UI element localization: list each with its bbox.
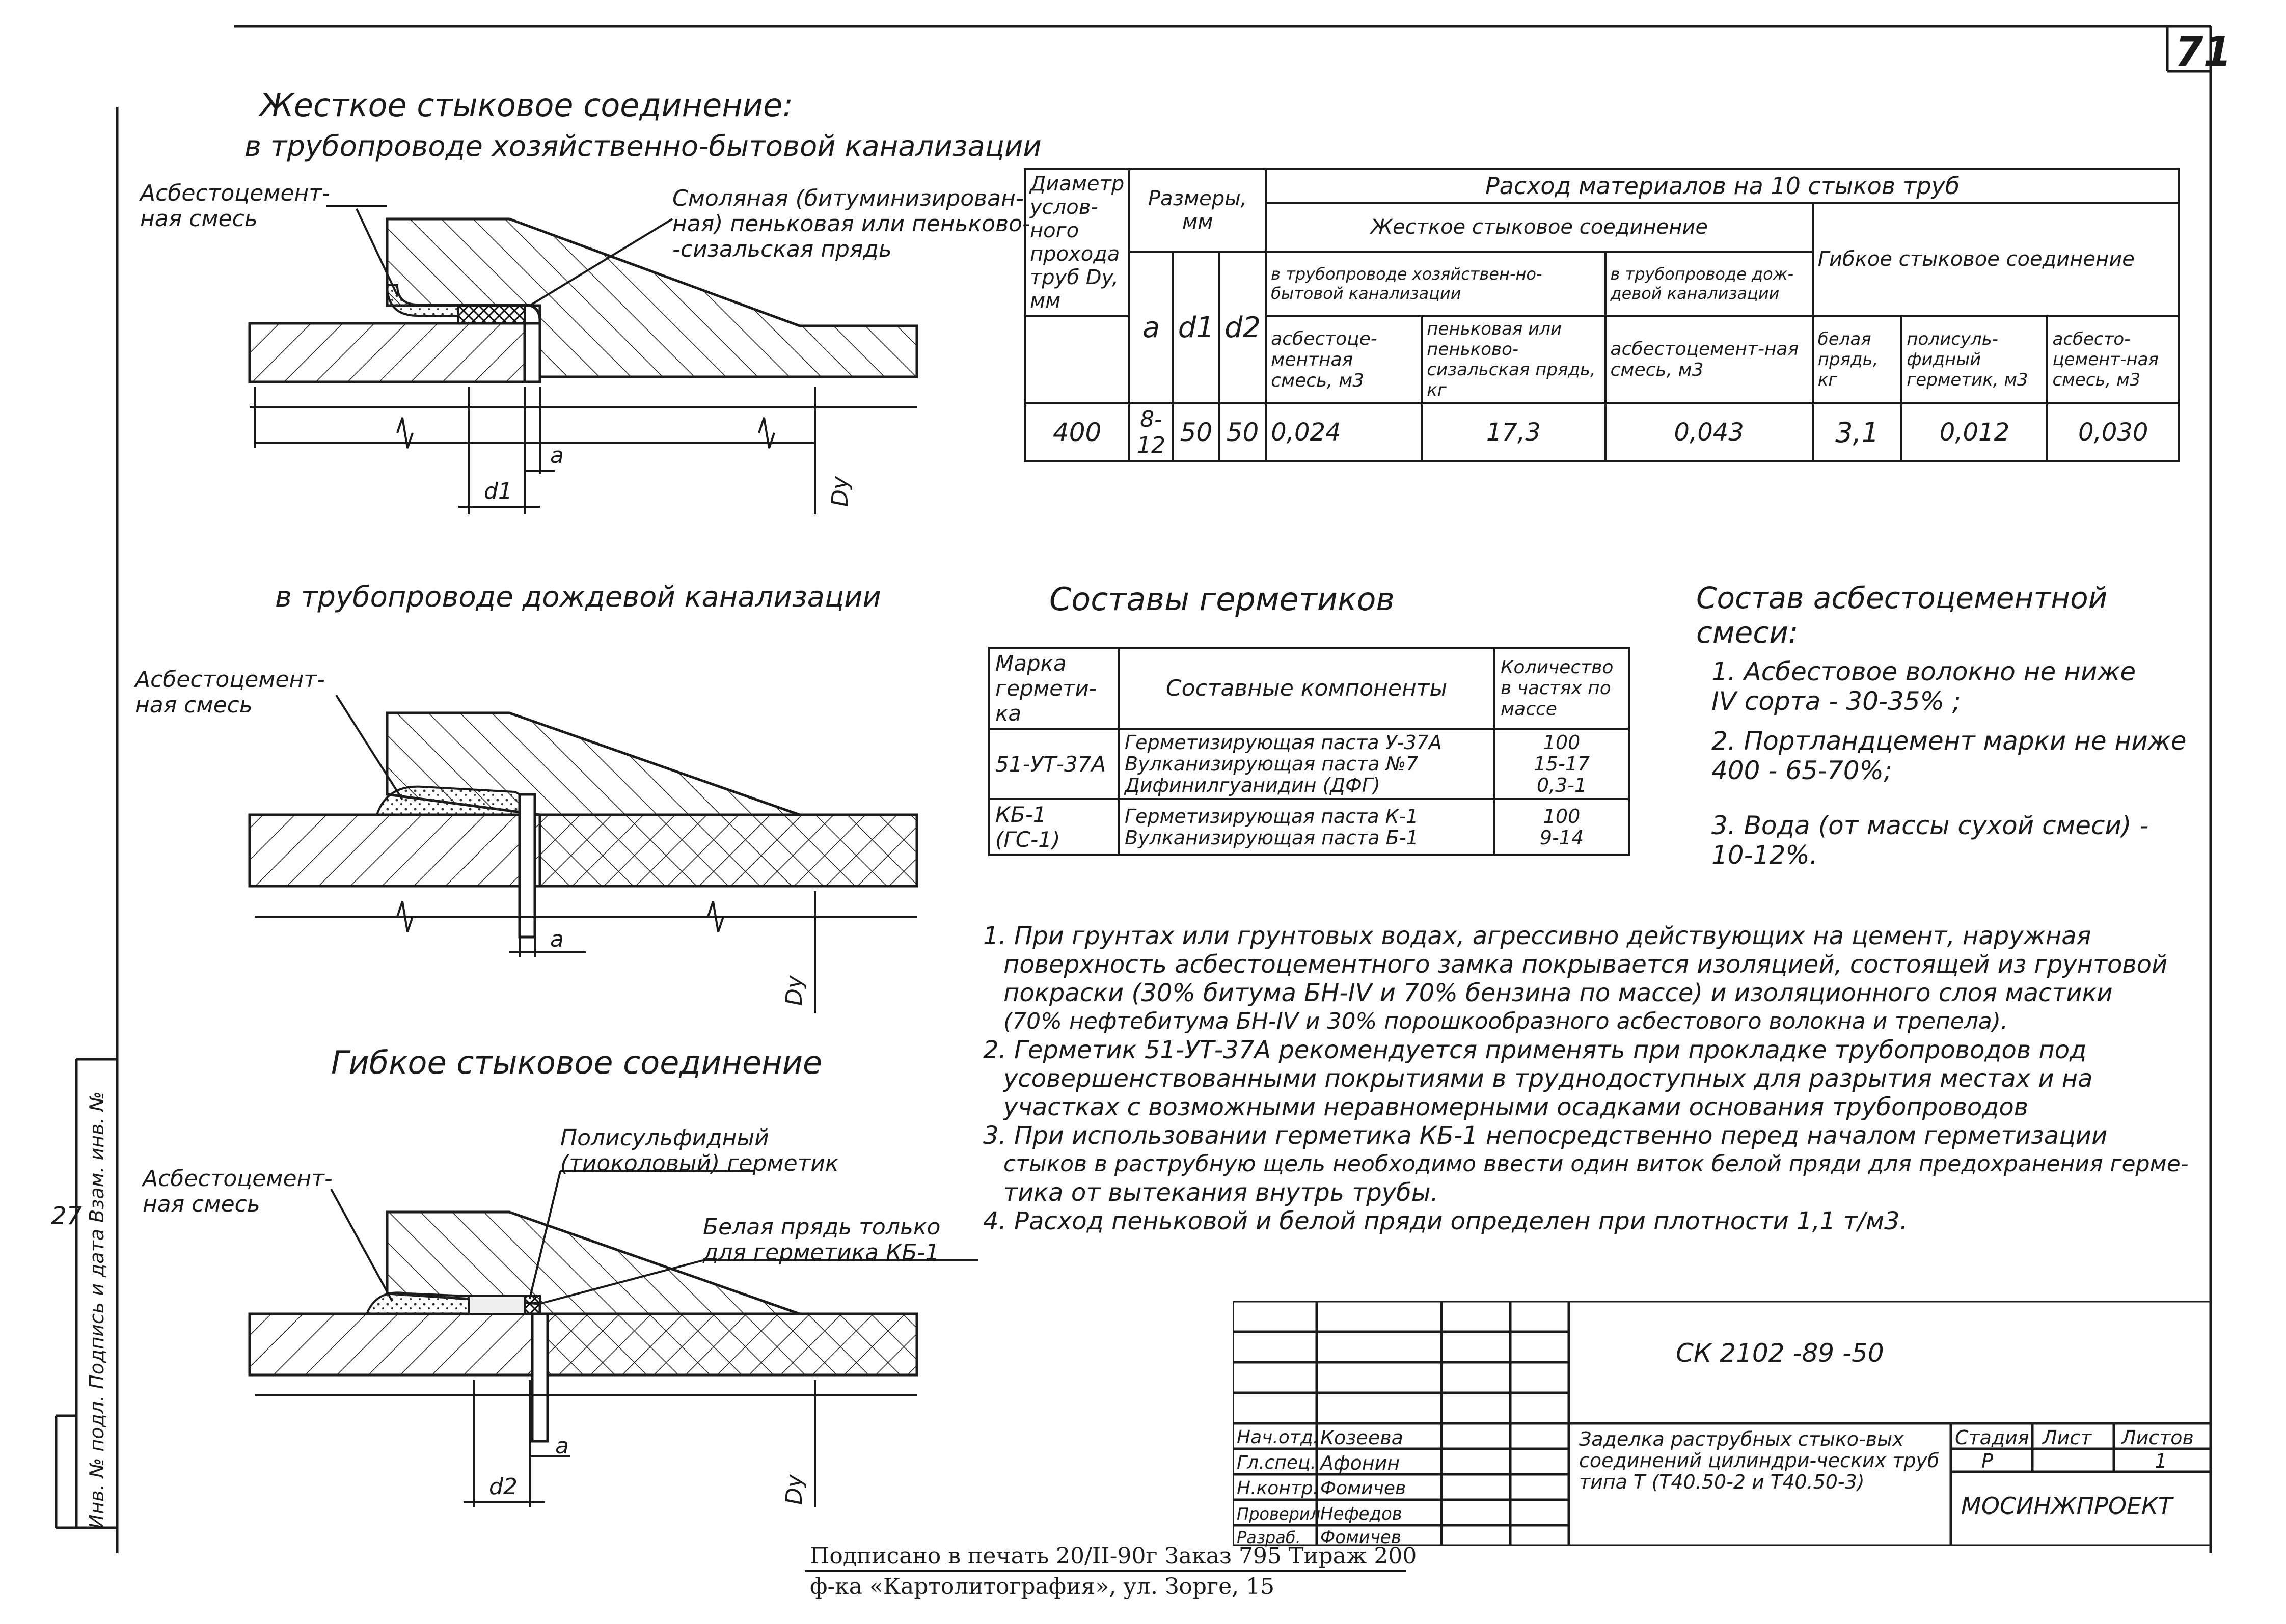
note-line: поверхность асбестоцементного замка покрывается изоляцией, состоящей из грунтовой bbox=[1003, 950, 2168, 979]
cell-asb1: 0,024 bbox=[1266, 403, 1422, 461]
cell-mark: КБ-1 (ГС-1) bbox=[989, 799, 1119, 855]
label-dy-3: Dy bbox=[781, 1474, 807, 1505]
mix-composition bbox=[1696, 581, 2195, 870]
mix-line-1b: IV сорта - 30-35% ; bbox=[1711, 686, 1961, 716]
note-line: 3. При использовании герметика КБ-1 непосредственно перед началом герметизации bbox=[983, 1121, 2108, 1150]
note-line: покраски (30% битума БН-IV и 70% бензина по массе) и изоляционного слоя мастики bbox=[1003, 979, 2113, 1007]
label-dy-2: Dy bbox=[781, 975, 807, 1006]
side-stamp: Инв. № подл. Подпись и дата Взам. инв. № bbox=[86, 1091, 108, 1529]
sealants-title: Составы герметиков bbox=[1049, 581, 1395, 618]
notes bbox=[983, 922, 2206, 1235]
cell-d1: 50 bbox=[1173, 403, 1219, 461]
header-d2: d2 bbox=[1219, 252, 1266, 403]
header-rigid: Жесткое стыковое соединение bbox=[1266, 203, 1813, 252]
mix-line-2b: 400 - 65-70%; bbox=[1711, 756, 1892, 785]
cell-qty: 9-14 bbox=[1539, 827, 1584, 849]
cell-d2: 50 bbox=[1219, 403, 1266, 461]
cell-component: Вулканизирующая паста Б-1 bbox=[1125, 827, 1419, 849]
mix-line-2: 2. Портландцемент марки не ниже bbox=[1711, 726, 2187, 756]
subtitle-rain: в трубопроводе дождевой канализации bbox=[275, 581, 881, 614]
note-line: 2. Герметик 51-УТ-37А рекомендуется применять при прокладке трубопроводов под bbox=[983, 1036, 2087, 1064]
cell-qty: 0,3-1 bbox=[1536, 774, 1587, 796]
header-sheets: Листов bbox=[2121, 1426, 2194, 1449]
side-number: 27 bbox=[51, 1202, 83, 1230]
cell-mark: 51-УТ-37А bbox=[989, 729, 1119, 799]
note-line: участках с возможными неравномерными осадками основания трубопроводов bbox=[1003, 1093, 2029, 1121]
cell-a: 8-12 bbox=[1129, 403, 1173, 461]
cell-qty: 15-17 bbox=[1533, 753, 1590, 775]
mix-line-3: 3. Вода (от массы сухой смеси) - 10-12%. bbox=[1711, 811, 2149, 870]
drawing-description: Заделка раструбных стыко-вых соединений цилиндри-ческих труб типа Т (Т40.50-2 и Т40.50-3) bbox=[1579, 1428, 1940, 1493]
cell-asb2: 0,043 bbox=[1605, 403, 1813, 461]
role-label: Гл.спец. bbox=[1237, 1452, 1316, 1473]
cell-qty: 100 bbox=[1543, 731, 1581, 754]
label-d2: d2 bbox=[489, 1474, 518, 1500]
sheets-value: 1 bbox=[2155, 1450, 2167, 1472]
label-resin-strand: Смоляная (битуминизирован- ная) пеньковая или пеньково- -сизальская прядь bbox=[672, 185, 1030, 262]
label-dy-1: Dy bbox=[827, 476, 853, 507]
sealants-table bbox=[988, 647, 1630, 856]
print-info-line-2: ф-ка «Картолитография», ул. Зорге, 15 bbox=[810, 1574, 1275, 1600]
header-white-strand: белая прядь, кг bbox=[1813, 316, 1902, 403]
note-line: стыков в раструбную щель необходимо ввести один виток белой пряди для предохранения герме- bbox=[1003, 1151, 2189, 1177]
role-label: Н.контр. bbox=[1237, 1478, 1319, 1499]
role-label: Проверил bbox=[1237, 1504, 1321, 1524]
label-polysulfide: Полисульфидный (тиоколовый) герметик bbox=[560, 1125, 839, 1176]
cell-component: Герметизирующая паста У-37А bbox=[1125, 731, 1442, 754]
cell-component: Герметизирующая паста К-1 bbox=[1125, 805, 1419, 828]
header-mark: Марка гермети-ка bbox=[989, 648, 1119, 729]
header-sheet: Лист bbox=[2043, 1426, 2092, 1449]
header-diameter: Диаметр услов-ного прохода труб Dy, мм bbox=[1025, 169, 1129, 316]
label-asb-mix-1: Асбестоцемент- ная смесь bbox=[140, 180, 330, 232]
title-rigid: Жесткое стыковое соединение: bbox=[260, 87, 794, 124]
signer-name: Афонин bbox=[1320, 1452, 1400, 1474]
label-white-strand: Белая прядь только для герметика КБ-1 bbox=[703, 1214, 941, 1265]
signer-name: Козеева bbox=[1320, 1426, 1403, 1449]
note-line: усовершенствованными покрытиями в труднодоступных для разрытия местах и на bbox=[1003, 1064, 2093, 1093]
subtitle-household: в трубопроводе хозяйственно-бытовой канализации bbox=[244, 130, 1042, 163]
label-d1: d1 bbox=[484, 478, 512, 504]
label-asb-mix-3: Асбестоцемент- ная смесь bbox=[143, 1166, 333, 1217]
header-diameter-spacer bbox=[1025, 316, 1129, 403]
joint-drawing-rain bbox=[250, 695, 917, 1013]
header-sizes: Размеры, мм bbox=[1129, 169, 1266, 252]
signer-name: Фомичев bbox=[1320, 1527, 1401, 1548]
label-a-2: a bbox=[550, 926, 564, 952]
table-row bbox=[989, 729, 1629, 799]
header-a: a bbox=[1129, 252, 1173, 403]
header-flexible: Гибкое стыковое соединение bbox=[1813, 203, 2179, 316]
stage-value: Р bbox=[1981, 1450, 1993, 1472]
header-hemp-strand: пеньковая или пеньково-сизальская прядь, кг bbox=[1422, 316, 1605, 403]
cell-white: 3,1 bbox=[1813, 403, 1902, 461]
label-a-1: a bbox=[550, 443, 564, 469]
header-components: Составные компоненты bbox=[1119, 648, 1494, 729]
organization: МОСИНЖПРОЕКТ bbox=[1961, 1492, 2172, 1520]
header-asb-mix-1: асбестоце-ментная смесь, м3 bbox=[1266, 316, 1422, 403]
sheet-number: 71 bbox=[2175, 28, 2232, 75]
cell-hemp: 17,3 bbox=[1422, 403, 1605, 461]
header-consumption: Расход материалов на 10 стыков труб bbox=[1266, 169, 2179, 203]
header-asb-mix-3: асбесто-цемент-ная смесь, м3 bbox=[2047, 316, 2179, 403]
cell-asb3: 0,030 bbox=[2047, 403, 2179, 461]
role-label: Разраб. bbox=[1237, 1528, 1301, 1547]
header-household-pipe: в трубопроводе хозяйствен-но-бытовой канализации bbox=[1266, 252, 1605, 316]
cell-component: Дифинилгуанидин (ДФГ) bbox=[1125, 774, 1380, 796]
table-row bbox=[1025, 403, 2179, 461]
mix-line-1: 1. Асбестовое волокно не ниже bbox=[1711, 657, 2136, 686]
header-qty: Количество в частях по массе bbox=[1494, 648, 1629, 729]
label-a-3: a bbox=[555, 1433, 569, 1459]
note-line: (70% нефтебитума БН-IV и 30% порошкообразного асбестового волокна и трепела). bbox=[1003, 1008, 2008, 1034]
note-line: тика от вытекания внутрь трубы. bbox=[1003, 1178, 1438, 1207]
print-info-line-1: Подписано в печать 20/II-90г Заказ 795 Тираж 200 bbox=[810, 1543, 1417, 1569]
role-label: Нач.отд. bbox=[1237, 1427, 1319, 1448]
materials-table bbox=[1024, 168, 2180, 462]
header-d1: d1 bbox=[1173, 252, 1219, 403]
cell-component: Вулканизирующая паста №7 bbox=[1125, 753, 1419, 775]
drawing-code: СК 2102 -89 -50 bbox=[1676, 1338, 1884, 1368]
header-rain-pipe: в трубопроводе дож-девой канализации bbox=[1605, 252, 1813, 316]
label-asb-mix-2: Асбестоцемент- ная смесь bbox=[135, 667, 325, 718]
note-line: 4. Расход пеньковой и белой пряди определен при плотности 1,1 т/м3. bbox=[983, 1207, 1908, 1235]
signer-name: Нефедов bbox=[1320, 1504, 1402, 1524]
cell-qty: 100 bbox=[1543, 805, 1581, 828]
header-polysulfide: полисуль-фидный герметик, м3 bbox=[1901, 316, 2047, 403]
cell-poly: 0,012 bbox=[1901, 403, 2047, 461]
title-block bbox=[1233, 1301, 2211, 1546]
note-line: 1. При грунтах или грунтовых водах, агрессивно действующих на цемент, наружная bbox=[983, 922, 2091, 950]
header-asb-mix-2: асбестоцемент-ная смесь, м3 bbox=[1605, 316, 1813, 403]
mix-title: Состав асбестоцементной смеси: bbox=[1696, 581, 2108, 650]
header-stage: Стадия bbox=[1955, 1426, 2029, 1449]
title-flexible: Гибкое стыковое соединение bbox=[331, 1044, 823, 1081]
table-row bbox=[989, 799, 1629, 855]
cell-diameter: 400 bbox=[1025, 403, 1129, 461]
signer-name: Фомичев bbox=[1320, 1478, 1406, 1499]
